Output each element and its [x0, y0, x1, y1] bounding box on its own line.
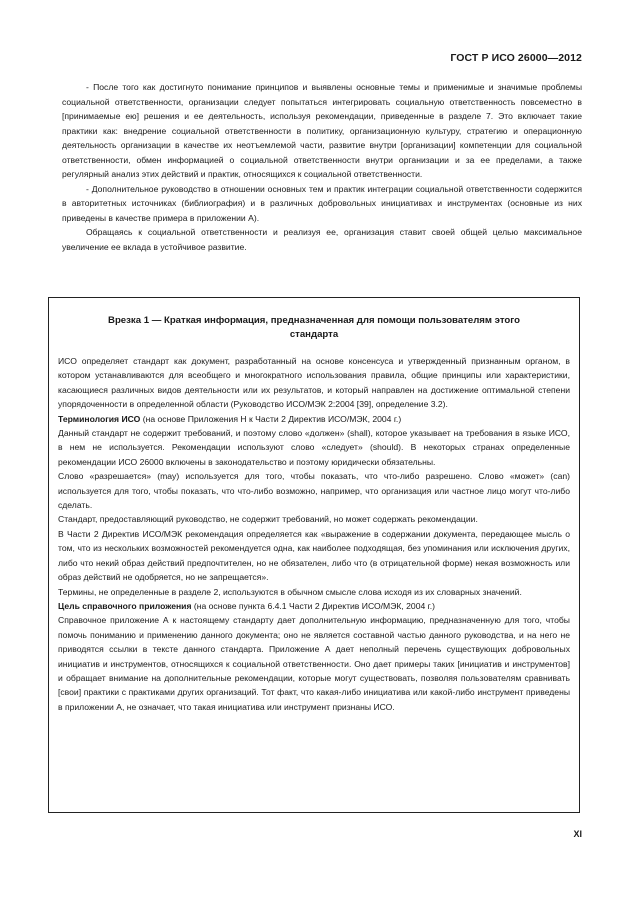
inset-paragraph-shall: Данный стандарт не содержит требований, и поэтому слово «должен» (shall), которое указывает на требования в языке ИСО, в нем не используется. Рекомендации используют слово «следует» (should). В некоторых странах определенные рекомендации ИСО 26000 включены в законодательство и поэтому юридически обязательны.: [58, 428, 570, 467]
terminology-source: (на основе Приложения Н к Части 2 Директив ИСО/МЭК, 2004 г.): [140, 413, 402, 424]
intro-text: [62, 80, 582, 254]
inset-annex-line: [58, 599, 570, 613]
paragraph-overall-goal: Обращаясь к социальной ответственности и реализуя ее, организация ставит своей общей целью максимальное увеличение ее вклада в устойчивое развитие.: [62, 227, 582, 252]
annex-heading: Цель справочного приложения: [58, 600, 192, 611]
inset-paragraph-recommendation: В Части 2 Директив ИСО/МЭК рекомендация определяется как «выражение в содержании документа, передающее мысль о том, что из нескольких возможностей рекомендуется одна, как наиболее подходящая, без упоминания или исключения других, либо что некий образ действий предпочтителен, но не обязателен, либо что (в отрицательной форме) некая возможность или образ действий не одобряется, но не запрещается».: [58, 528, 570, 583]
inset-title: Врезка 1 — Краткая информация, предназначенная для помощи пользователям этого стандарта: [108, 315, 520, 340]
annex-source: (на основе пункта 6.4.1 Части 2 Директив ИСО/МЭК, 2004 г.): [191, 600, 435, 611]
inset-box: [48, 297, 580, 813]
inset-terminology-line: [58, 412, 570, 426]
inset-body: [58, 354, 570, 714]
inset-paragraph-terms: Термины, не определенные в разделе 2, используются в обычном смысле слова исходя из их словарных значений.: [58, 586, 522, 597]
inset-paragraph-definition: ИСО определяет стандарт как документ, разработанный на основе консенсуса и утвержденный признанным органом, в котором устанавливаются для всеобщего и многократного использования правила, общие принципы или характеристики, касающиеся различных видов деятельности или их результатов, и который направлен на достижение оптимальной степени упорядоченности в определенной области (Руководство ИСО/МЭК 2:2004 [39], определение 3.2).: [58, 356, 570, 410]
terminology-heading: Терминология ИСО: [58, 413, 141, 424]
document-code-header: ГОСТ Р ИСО 26000—2012: [450, 52, 582, 64]
inset-paragraph-guidance: Стандарт, предоставляющий руководство, не содержит требований, но может содержать рекомендации.: [58, 514, 478, 525]
inset-paragraph-may-can: Слово «разрешается» (may) используется для того, чтобы показать, что что-либо разрешено. Слово «может» (can) используется для того, чтобы показать, что что-либо возможно, например, что организация или частное лицо могут что-либо сделать.: [58, 471, 570, 511]
page-number: XI: [573, 829, 582, 839]
inset-paragraph-annex: Справочное приложение А к настоящему стандарту дает дополнительную информацию, предназначенную для того, чтобы помочь пониманию и применению данного документа; оно не является составной частью данного руководства, и на него не приводятся ссылки в тексте данного стандарта. Приложение А дает неполный перечень существующих добровольных инициатив и инструментов, относящихся к социальной ответственности. Оно дает примеры таких [инициатив и инструментов] и обращает внимание на дополнительные рекомендации, которые могут существовать, позволяя пользователям сравнивать [свои] практики с практиками других организаций. Тот факт, что какая-либо инициатива или какой-либо инструмент приведены в приложении А, не означает, что такая инициатива или инструмент признаны ИСО.: [58, 615, 570, 712]
paragraph-integration: - После того как достигнуто понимание принципов и выявлены основные темы и применимые и значимые проблемы социальной ответственности, организации следует попытаться интегрировать социальную ответственность повсеместно в [принимаемые ею] решения и ее деятельность, используя рекомендации, приведенные в разделе 7. Это включает такие практики как: внедрение социальной ответственности в политику, организационную культуру, стратегию и операционную деятельность организации в качестве их неотъемлемой части, развитие внутри [организации] компетенции для социальной ответственности, обмен информацией о социальной ответственности внутри организации и за ее пределами, а также регулярный анализ этих действий и практик, относящихся к социальной ответственности.: [62, 82, 582, 179]
paragraph-additional-guidance: - Дополнительное руководство в отношении основных тем и практик интеграции социальной ответственности содержится в авторитетных источниках (библиография) и в различных добровольных инициативах и инструментах (основные из них приведены в качестве примера в приложении А).: [62, 183, 582, 223]
